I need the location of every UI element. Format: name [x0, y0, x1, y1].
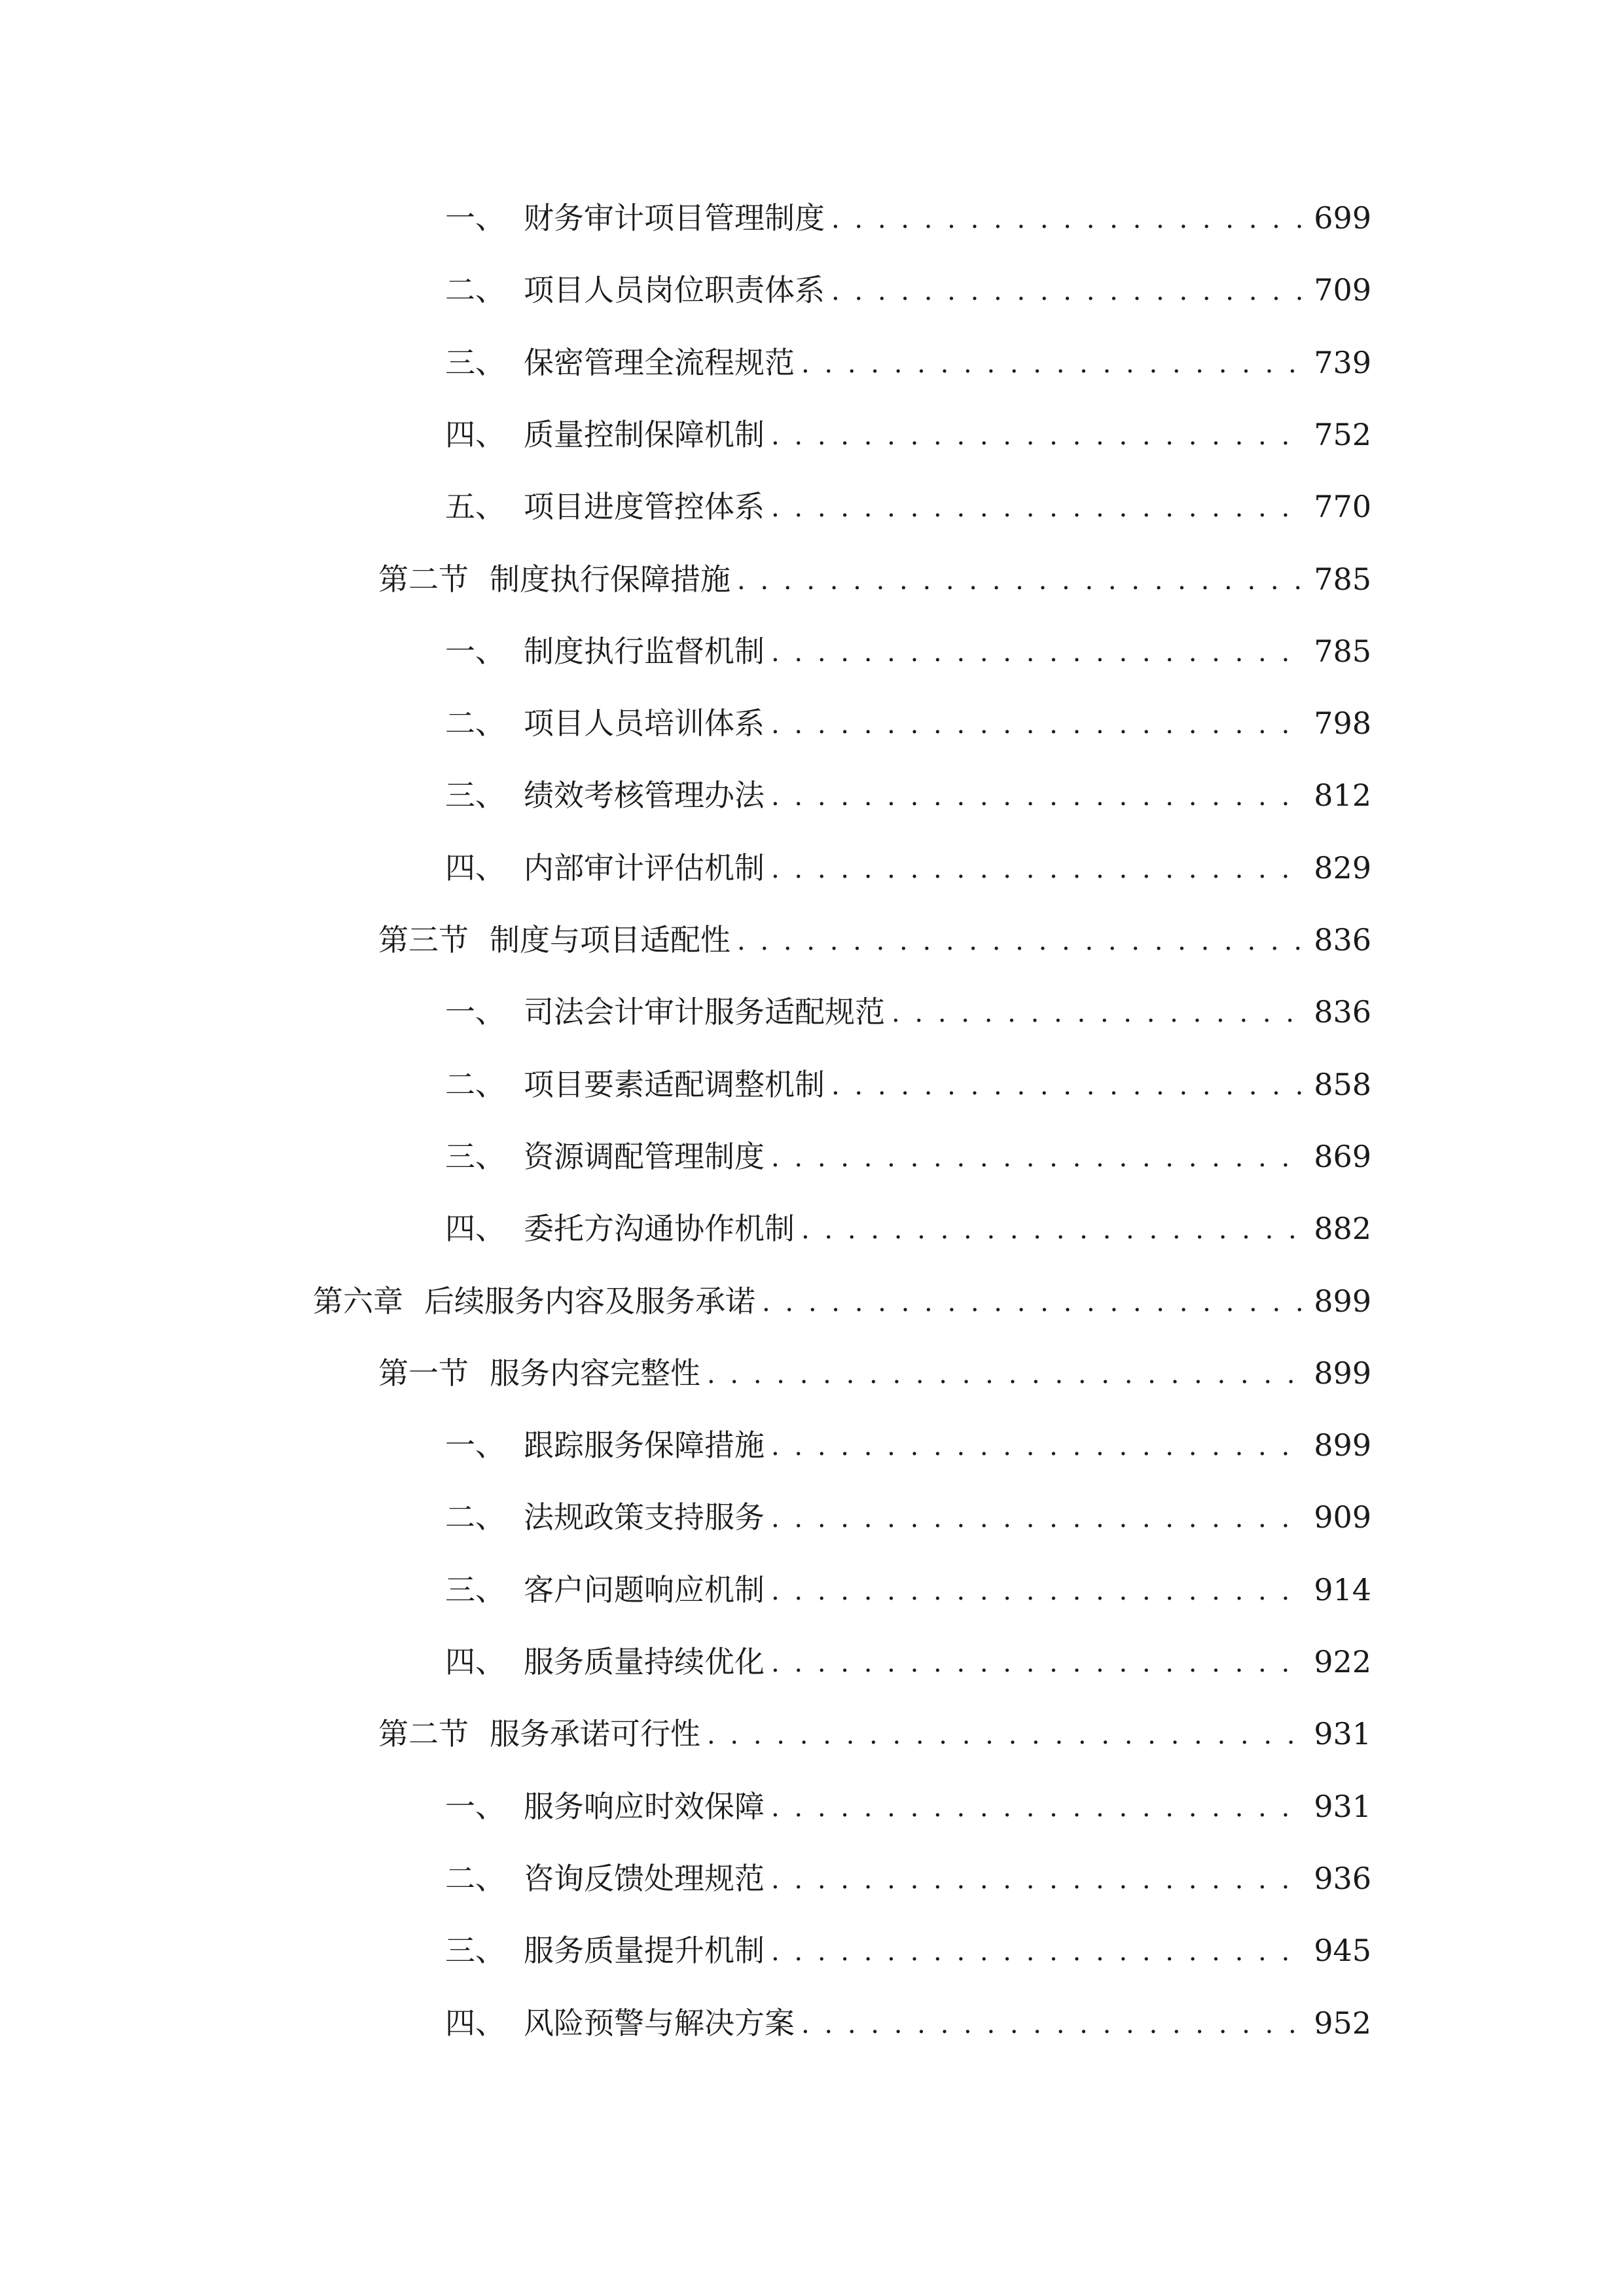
toc-entry-number: 一、 [445, 994, 505, 1030]
toc-entry-number: 一、 [445, 200, 505, 236]
toc-entry-title: 财务审计项目管理制度 [524, 200, 825, 236]
toc-entry-number: 五、 [445, 489, 505, 524]
toc-entry[interactable] [445, 1784, 1371, 1829]
toc-dot-leader [771, 484, 1303, 529]
toc-dot-leader [771, 1567, 1303, 1613]
toc-dot-leader [771, 845, 1303, 891]
toc-entry-title: 项目进度管控体系 [524, 489, 765, 524]
toc-entry-page-number: 914 [1314, 1572, 1371, 1607]
toc-entry-number: 二、 [445, 1861, 505, 1896]
toc-entry-page-number: 785 [1314, 634, 1371, 669]
toc-entry-number: 一、 [445, 1789, 505, 1824]
toc-entry[interactable] [445, 1494, 1371, 1540]
toc-dot-leader [771, 1134, 1303, 1179]
toc-entry-page-number: 882 [1314, 1211, 1371, 1246]
toc-entry-title: 服务质量持续优化 [524, 1644, 765, 1679]
toc-entry[interactable] [378, 1711, 1371, 1757]
toc-entry[interactable] [445, 1567, 1371, 1613]
toc-entry-title: 服务承诺可行性 [490, 1716, 700, 1751]
toc-entry-page-number: 770 [1314, 489, 1371, 524]
toc-dot-leader [831, 267, 1303, 313]
toc-dot-leader [762, 1278, 1303, 1324]
toc-entry-title: 项目要素适配调整机制 [524, 1067, 825, 1102]
toc-entry-title: 后续服务内容及服务承诺 [424, 1283, 755, 1319]
toc-entry-number: 第二节 [378, 562, 469, 597]
toc-entry-page-number: 699 [1314, 200, 1371, 236]
toc-entry[interactable] [445, 1639, 1371, 1685]
toc-entry[interactable] [378, 917, 1371, 963]
toc-entry-page-number: 752 [1314, 417, 1371, 452]
toc-entry-title: 制度执行监督机制 [524, 634, 765, 669]
toc-entry-page-number: 739 [1314, 345, 1371, 380]
toc-entry-title: 法规政策支持服务 [524, 1499, 765, 1535]
toc-entry-title: 资源调配管理制度 [524, 1139, 765, 1174]
toc-entry-number: 四、 [445, 2005, 505, 2041]
toc-entry-page-number: 709 [1314, 272, 1371, 308]
toc-dot-leader [892, 989, 1303, 1035]
toc-dot-leader [801, 340, 1303, 386]
toc-entry-page-number: 899 [1314, 1427, 1371, 1463]
toc-entry[interactable] [445, 628, 1371, 674]
toc-entry[interactable] [445, 340, 1371, 386]
toc-dot-leader [831, 195, 1303, 241]
toc-entry-page-number: 922 [1314, 1644, 1371, 1679]
toc-entry-title: 风险预警与解决方案 [524, 2005, 795, 2041]
toc-entry-number: 三、 [445, 1933, 505, 1968]
toc-entry-number: 第三节 [378, 922, 469, 958]
toc-entry-title: 内部审计评估机制 [524, 850, 765, 886]
toc-entry-title: 服务响应时效保障 [524, 1789, 765, 1824]
toc-entry-title: 项目人员培训体系 [524, 706, 765, 741]
toc-entry-title: 客户问题响应机制 [524, 1572, 765, 1607]
toc-entry[interactable] [445, 1422, 1371, 1468]
toc-dot-leader [771, 412, 1303, 457]
toc-entry[interactable] [445, 700, 1371, 746]
toc-entry[interactable] [445, 412, 1371, 457]
toc-entry-page-number: 785 [1314, 562, 1371, 597]
toc-entry-number: 二、 [445, 1067, 505, 1102]
toc-entry-page-number: 899 [1314, 1283, 1371, 1319]
toc-dot-leader [737, 917, 1303, 963]
toc-entry-title: 委托方沟通协作机制 [524, 1211, 795, 1246]
toc-entry[interactable] [313, 1278, 1371, 1324]
toc-dot-leader [771, 1928, 1303, 1973]
toc-entry-number: 四、 [445, 417, 505, 452]
toc-entry-title: 质量控制保障机制 [524, 417, 765, 452]
toc-entry-page-number: 836 [1314, 922, 1371, 958]
toc-entry-number: 第六章 [313, 1283, 403, 1319]
toc-dot-leader [737, 556, 1303, 602]
toc-entry-page-number: 829 [1314, 850, 1371, 886]
toc-entry-page-number: 952 [1314, 2005, 1371, 2041]
toc-entry-number: 三、 [445, 345, 505, 380]
toc-entry-number: 四、 [445, 1644, 505, 1679]
toc-entry-number: 一、 [445, 1427, 505, 1463]
toc-dot-leader [831, 1062, 1303, 1107]
toc-dot-leader [771, 1856, 1303, 1901]
toc-entry-page-number: 931 [1314, 1789, 1371, 1824]
toc-entry-title: 项目人员岗位职责体系 [524, 272, 825, 308]
toc-entry-number: 四、 [445, 1211, 505, 1246]
toc-entry[interactable] [445, 267, 1371, 313]
toc-entry-page-number: 945 [1314, 1933, 1371, 1968]
toc-entry[interactable] [445, 772, 1371, 818]
toc-dot-leader [707, 1350, 1303, 1396]
toc-entry[interactable] [445, 484, 1371, 529]
toc-entry-title: 司法会计审计服务适配规范 [524, 994, 885, 1030]
toc-entry-page-number: 899 [1314, 1355, 1371, 1391]
toc-entry[interactable] [445, 1856, 1371, 1901]
toc-entry-page-number: 858 [1314, 1067, 1371, 1102]
toc-entry[interactable] [378, 1350, 1371, 1396]
toc-entry-number: 二、 [445, 706, 505, 741]
toc-entry[interactable] [445, 2000, 1371, 2046]
toc-entry-title: 服务内容完整性 [490, 1355, 700, 1391]
toc-entry-number: 三、 [445, 778, 505, 813]
toc-entry-title: 跟踪服务保障措施 [524, 1427, 765, 1463]
toc-dot-leader [771, 1784, 1303, 1829]
toc-entry-number: 三、 [445, 1572, 505, 1607]
toc-entry-page-number: 798 [1314, 706, 1371, 741]
toc-entry-page-number: 812 [1314, 778, 1371, 813]
toc-entry-number: 一、 [445, 634, 505, 669]
toc-entry[interactable] [445, 1206, 1371, 1251]
toc-entry[interactable] [445, 1134, 1371, 1179]
toc-entry-page-number: 931 [1314, 1716, 1371, 1751]
toc-entry[interactable] [445, 989, 1371, 1035]
toc-entry-page-number: 869 [1314, 1139, 1371, 1174]
toc-entry[interactable] [378, 556, 1371, 602]
toc-dot-leader [771, 772, 1303, 818]
toc-entry-title: 绩效考核管理办法 [524, 778, 765, 813]
toc-dot-leader [771, 628, 1303, 674]
toc-entry-page-number: 936 [1314, 1861, 1371, 1896]
toc-entry-number: 四、 [445, 850, 505, 886]
toc-entry-number: 第二节 [378, 1716, 469, 1751]
toc-entry-number: 第一节 [378, 1355, 469, 1391]
toc-dot-leader [801, 2000, 1303, 2046]
toc-entry-number: 二、 [445, 272, 505, 308]
toc-dot-leader [707, 1711, 1303, 1757]
toc-entry-page-number: 909 [1314, 1499, 1371, 1535]
toc-entry-number: 二、 [445, 1499, 505, 1535]
toc-entry[interactable] [445, 1062, 1371, 1107]
toc-entry-number: 三、 [445, 1139, 505, 1174]
toc-entry-title: 保密管理全流程规范 [524, 345, 795, 380]
toc-entry[interactable] [445, 845, 1371, 891]
toc-dot-leader [771, 1422, 1303, 1468]
toc-dot-leader [771, 700, 1303, 746]
toc-dot-leader [771, 1494, 1303, 1540]
toc-entry-title: 制度与项目适配性 [490, 922, 731, 958]
toc-entry-title: 服务质量提升机制 [524, 1933, 765, 1968]
toc-dot-leader [771, 1639, 1303, 1685]
toc-entry[interactable] [445, 195, 1371, 241]
toc-entry-title: 咨询反馈处理规范 [524, 1861, 765, 1896]
toc-entry-page-number: 836 [1314, 994, 1371, 1030]
toc-entry[interactable] [445, 1928, 1371, 1973]
toc-dot-leader [801, 1206, 1303, 1251]
toc-entry-title: 制度执行保障措施 [490, 562, 731, 597]
